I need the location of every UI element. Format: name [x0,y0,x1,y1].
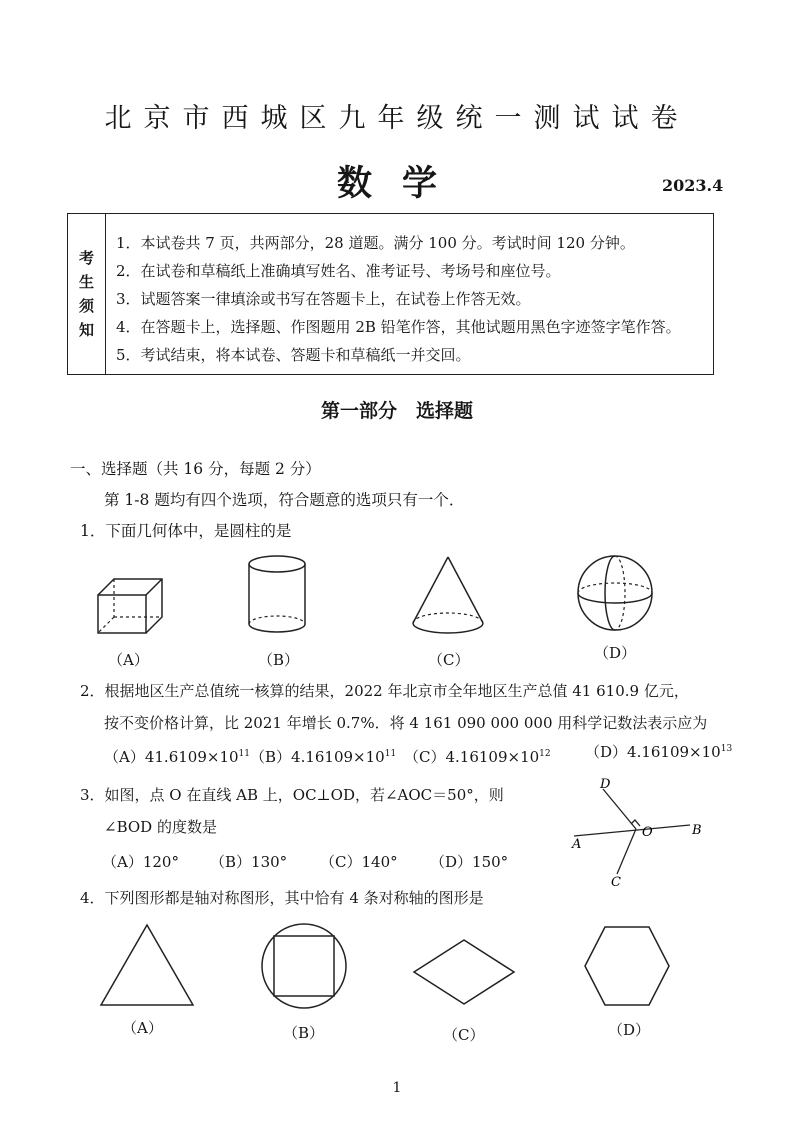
notice-item-4: 4．在答题卡上，选择题、作图题用 2B 铅笔作答，其他试题用黑色字迹签字笔作答。 [116,318,681,336]
option-label: （D） [585,743,628,761]
notice-label [68,214,106,374]
option-exponent: 13 [720,744,733,754]
section-instruction: 第 1-8 题均有四个选项，符合题意的选项只有一个． [104,491,465,509]
question-3-line-2: ∠BOD 的度数是 [104,818,217,836]
sphere-icon [575,553,655,633]
q3-option-d: （D）150° [430,853,509,871]
option-label: （A） [104,748,145,766]
q2-option-b [250,746,396,767]
q4-label-d: （D） [608,1021,651,1039]
label-d: D [600,777,611,792]
option-base: 41.6109×10 [144,748,239,766]
section-heading: 一、选择题（共 16 分，每题 2 分） [70,460,321,478]
exam-title: 北京市西城区九年级统一测试试卷 [104,103,690,134]
notice-box [67,213,714,375]
q2-option-d [585,741,732,762]
q2-option-a [104,746,250,767]
page-number: 1 [392,1080,402,1096]
notice-item-2: 2．在试卷和草稿纸上准确填写姓名、准考证号、考场号和座位号。 [116,262,561,280]
circle-square-icon [260,922,348,1010]
notice-label-char: 须 [78,297,94,315]
notice-item-1: 1．本试卷共 7 页，共两部分，28 道题。满分 100 分。考试时间 120 分钟。 [116,234,635,252]
notice-label-char: 生 [78,273,94,291]
question-2-line-2: 按不变价格计算，比 2021 年增长 0.7%．将 4 161 090 000 000 用科学记数法表示应为 [104,714,708,732]
q4-label-a: （A） [122,1019,163,1037]
q3-option-b: （B）130° [210,853,288,871]
label-c: C [611,875,621,890]
q4-label-c: （C） [443,1026,485,1044]
cube-icon [94,575,166,637]
subject-title: 数学 [336,163,467,204]
notice-item-3: 3．试题答案一律填涂或书写在答题卡上，在试卷上作答无效。 [116,290,531,308]
q1-label-c: （C） [428,651,470,669]
q1-label-a: （A） [108,651,149,669]
triangle-icon [97,921,197,1009]
exam-date: 2023.4 [662,176,724,195]
label-a: A [572,837,582,852]
angle-figure [560,776,720,888]
option-exponent: 11 [384,749,397,759]
option-base: 4.16109×10 [445,748,540,766]
question-4-stem: 4．下列图形都是轴对称图形，其中恰有 4 条对称轴的图形是 [80,889,484,907]
part-title: 第一部分 选择题 [320,400,473,422]
notice-item-5: 5．考试结束，将本试卷、答题卡和草稿纸一并交回。 [116,346,471,364]
rhombus-icon [410,937,518,1007]
option-label: （B） [250,748,292,766]
q4-label-b: （B） [283,1024,325,1042]
notice-label-char: 考 [78,249,94,267]
option-exponent: 12 [539,749,551,759]
q1-label-d: （D） [594,644,637,662]
option-exponent: 11 [238,749,250,759]
option-label: （C） [404,748,446,766]
question-1-stem: 1．下面几何体中，是圆柱的是 [80,522,292,540]
question-2-line-1: 2．根据地区生产总值统一核算的结果，2022 年北京市全年地区生产总值 41 610.9 亿元， [80,682,689,700]
label-b: B [692,823,702,838]
cylinder-icon [246,553,308,635]
question-3-line-1: 3．如图，点 O 在直线 AB 上，OC⊥OD，若∠AOC＝50°，则 [80,786,504,804]
option-base: 4.16109×10 [291,748,385,766]
option-base: 4.16109×10 [627,743,721,761]
notice-label-char: 知 [78,321,94,339]
hexagon-icon [583,923,671,1009]
cone-icon [408,555,488,637]
q2-option-c [404,746,551,767]
q3-option-a: （A）120° [102,853,179,871]
q3-option-c: （C）140° [320,853,398,871]
q1-label-b: （B） [258,651,300,669]
label-o: O [642,825,653,840]
